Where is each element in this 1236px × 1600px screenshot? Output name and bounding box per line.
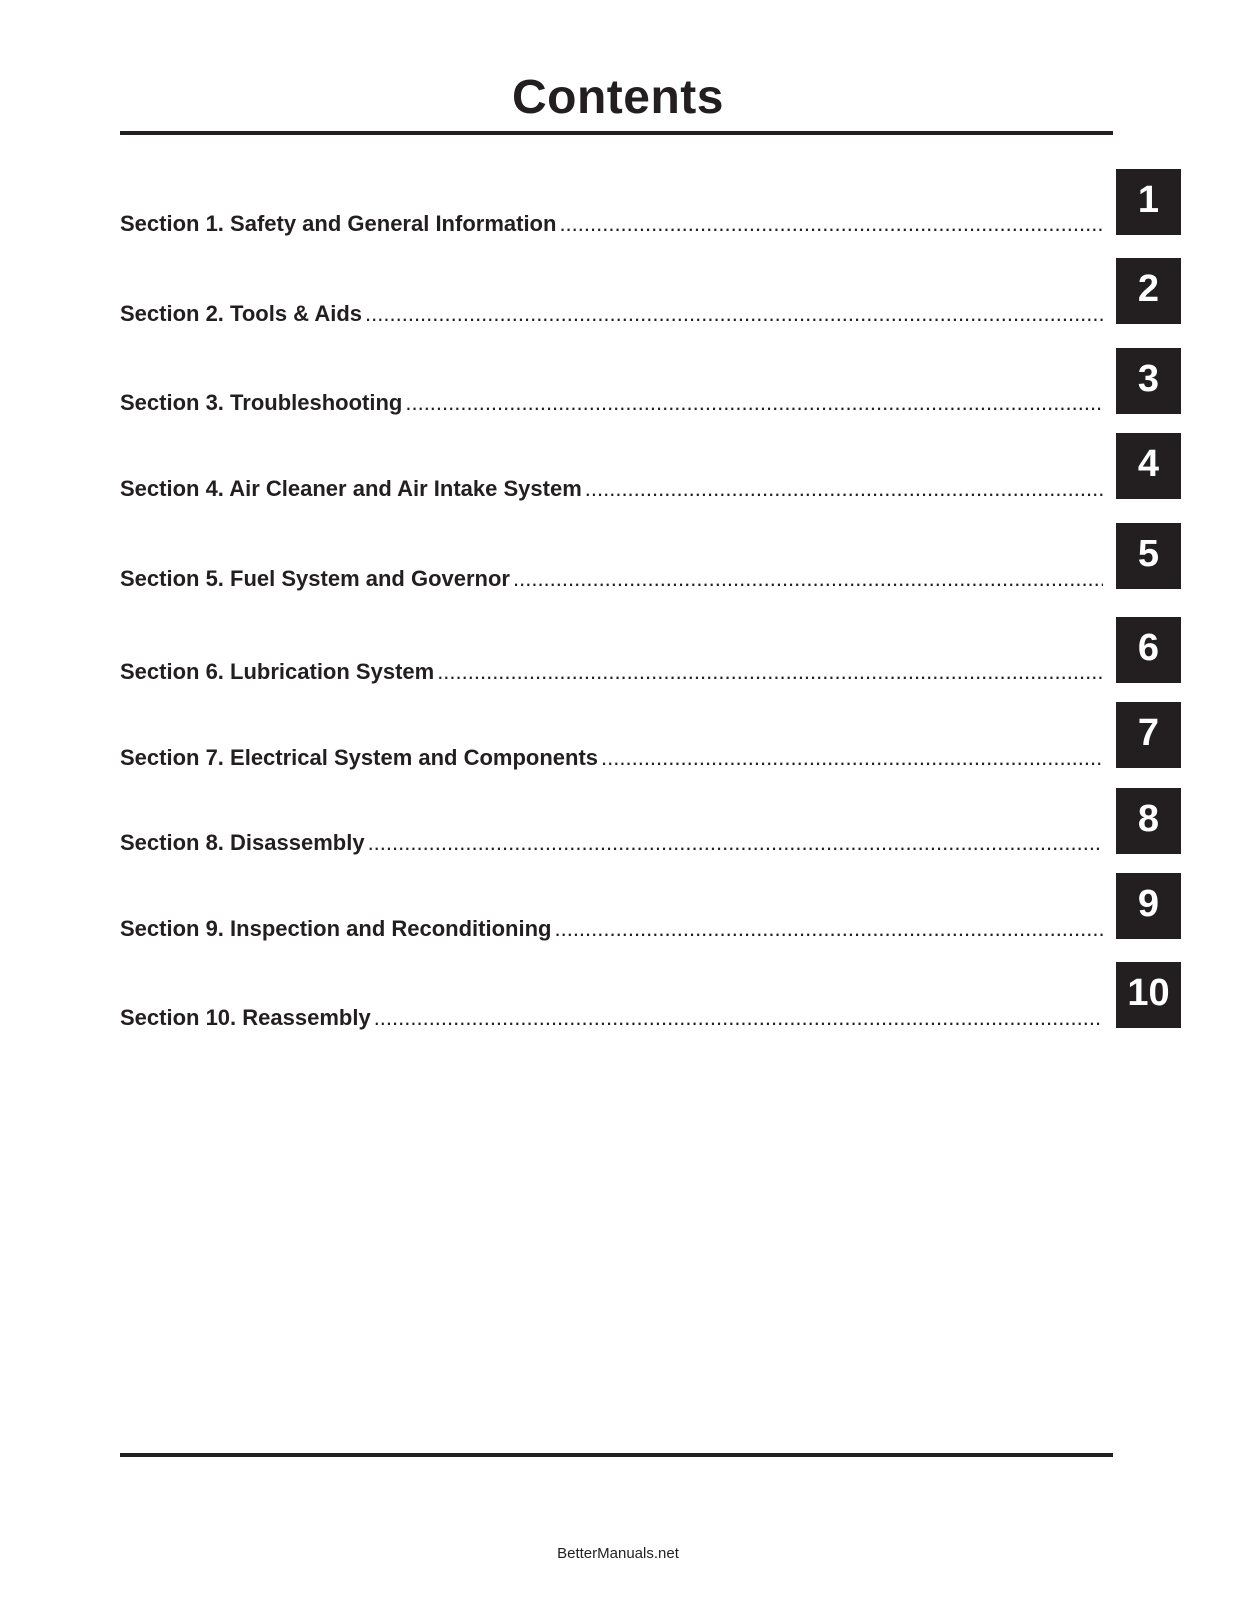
toc-entry-section-8[interactable] <box>120 830 1103 856</box>
dot-leader <box>437 659 1103 685</box>
toc-entry-section-6[interactable] <box>120 659 1103 685</box>
dot-leader <box>601 745 1103 771</box>
toc-entry-label: Section 2. Tools & Aids <box>120 301 363 326</box>
toc-entry-label: Section 10. Reassembly <box>120 1005 371 1030</box>
dot-leader <box>554 916 1103 942</box>
toc-entry-section-2[interactable] <box>120 301 1103 327</box>
dot-leader <box>365 301 1103 327</box>
toc-entry-section-5[interactable] <box>120 566 1103 592</box>
toc-entry-section-1[interactable] <box>120 211 1103 237</box>
section-tab-4[interactable]: 4 <box>1116 433 1181 499</box>
toc-entry-label: Section 9. Inspection and Reconditioning <box>120 916 552 941</box>
section-tab-6[interactable]: 6 <box>1116 617 1181 683</box>
toc-entry-label: Section 5. Fuel System and Governor <box>120 566 510 591</box>
toc-entry-label: Section 6. Lubrication System <box>120 659 435 684</box>
section-tab-10[interactable]: 10 <box>1116 962 1181 1028</box>
header-rule <box>120 131 1113 135</box>
dot-leader <box>374 1005 1103 1031</box>
section-tab-5[interactable]: 5 <box>1116 523 1181 589</box>
dot-leader <box>585 476 1103 502</box>
toc-entry-label: Section 8. Disassembly <box>120 830 365 855</box>
toc-entry-section-10[interactable] <box>120 1005 1103 1031</box>
dot-leader <box>513 566 1103 592</box>
toc-entry-section-3[interactable] <box>120 390 1103 416</box>
toc-entry-label: Section 7. Electrical System and Components <box>120 745 599 770</box>
page-title: Contents <box>512 71 724 124</box>
toc-entry-section-7[interactable] <box>120 745 1103 771</box>
section-tab-9[interactable]: 9 <box>1116 873 1181 939</box>
toc-entry-label: Section 1. Safety and General Information <box>120 211 557 236</box>
toc-entry-label: Section 4. Air Cleaner and Air Intake System <box>120 476 582 501</box>
section-tab-2[interactable]: 2 <box>1116 258 1181 324</box>
toc-entry-section-9[interactable] <box>120 916 1103 942</box>
toc-entry-section-4[interactable] <box>120 476 1103 502</box>
footer-rule <box>120 1453 1113 1457</box>
section-tab-1[interactable]: 1 <box>1116 169 1181 235</box>
toc-entry-label: Section 3. Troubleshooting <box>120 390 403 415</box>
dot-leader <box>405 390 1103 416</box>
footer-watermark: BetterManuals.net <box>557 1545 679 1562</box>
section-tab-7[interactable]: 7 <box>1116 702 1181 768</box>
dot-leader <box>559 211 1103 237</box>
section-tab-3[interactable]: 3 <box>1116 348 1181 414</box>
dot-leader <box>368 830 1103 856</box>
section-tab-8[interactable]: 8 <box>1116 788 1181 854</box>
